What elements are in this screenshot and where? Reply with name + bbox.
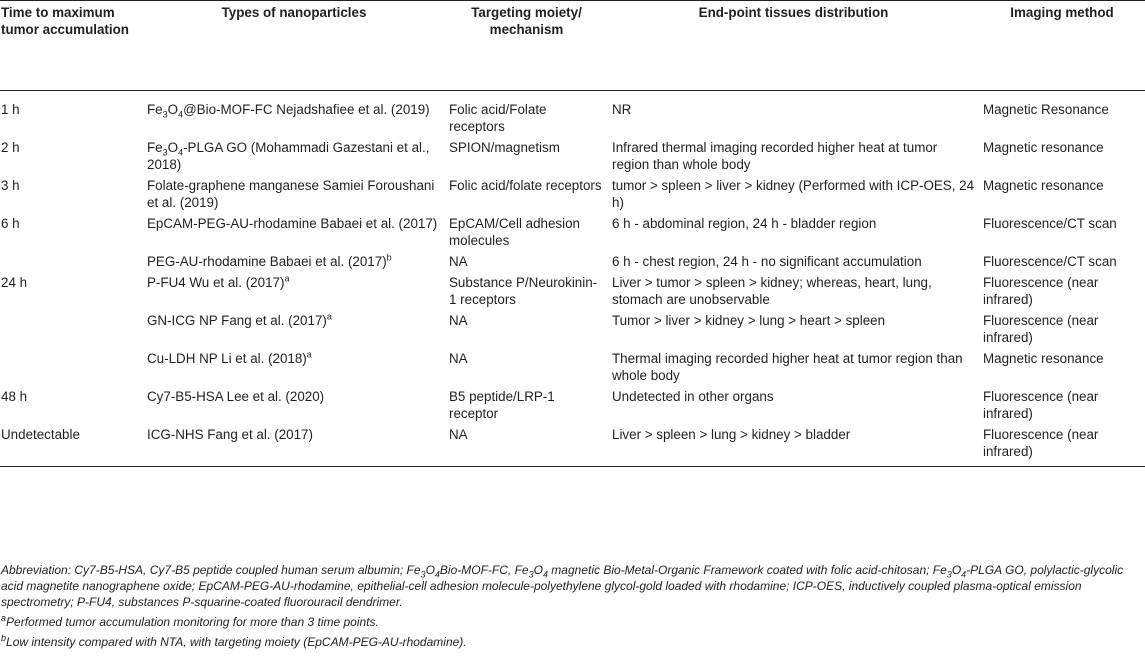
cell-targeting: Folic acid/folate receptors bbox=[449, 178, 602, 193]
cell-nanoparticle: $Fe_3O_4@Bio-MOF-FC$ Nejadshafiee et al. (2019) bbox=[147, 102, 430, 120]
footnote-a: $^a$Performed tumor accumulation monitoring for more than 3 time points. bbox=[1, 613, 379, 629]
cell-targeting: B5 peptide/LRP-1 receptor bbox=[449, 389, 555, 421]
table-row bbox=[0, 91, 1145, 138]
table-row bbox=[0, 386, 1145, 424]
abbreviation-note: Abbreviation: Cy7-B5-HSA, Cy7-B5 peptide coupled human serum albumin; $Fe_3O_4Bio-MOF-FC$, $Fe_3O_4$ magnetic Bio-Metal-Organic Framework coated with folic acid-chitosan; $Fe_3O_4$-PLGA GO, polylactic-glycolic acid magnetite nanographene oxide; EpCAM-PEG-AU-rhodamine, epithelial-cell adhesion molecule-polyethylene glycol-gold loaded with rhodamine; ICP-OES, inductively coupled plasma-optical emission spectrometry; P-FU4, substances P-squarine-coated fluorouracil dendrimer. bbox=[1, 563, 1124, 609]
cell-distribution: 6 h - abdominal region, 24 h - bladder region bbox=[612, 216, 877, 231]
table-row bbox=[0, 175, 1145, 213]
table-header bbox=[0, 1, 1145, 91]
table-row bbox=[0, 424, 1145, 467]
table-footnotes bbox=[1, 562, 1141, 654]
header-imaging: Imaging method bbox=[979, 1, 1145, 91]
cell-distribution: Liver > spleen > lung > kidney > bladder bbox=[608, 424, 979, 467]
cell-time bbox=[0, 348, 143, 386]
cell-nanoparticle: EpCAM-PEG-AU-rhodamine Babaei et al. (2017) bbox=[147, 216, 438, 231]
header-targeting: Targeting moiety/ mechanism bbox=[445, 1, 608, 91]
cell-imaging: Magnetic resonance bbox=[983, 140, 1104, 155]
cell-targeting: Folic acid/Folate receptors bbox=[449, 102, 547, 134]
cell-targeting: NA bbox=[449, 254, 468, 269]
cell-distribution: NR bbox=[612, 102, 632, 117]
cell-time bbox=[0, 310, 143, 348]
table-row bbox=[0, 310, 1145, 348]
cell-nanoparticle: GN-ICG NP Fang et al. $(2017)^a$ bbox=[147, 311, 332, 328]
cell-imaging: Fluorescence/CT scan bbox=[983, 216, 1117, 231]
cell-imaging: Fluorescence (near infrared) bbox=[983, 389, 1099, 421]
cell-nanoparticle: ICG-NHS Fang et al. (2017) bbox=[143, 424, 445, 467]
cell-imaging: Fluorescence/CT scan bbox=[983, 254, 1117, 269]
cell-nanoparticle: P-FU4 Wu et al. $(2017)^a$ bbox=[147, 273, 290, 290]
table-row bbox=[0, 213, 1145, 251]
cell-targeting: Substance P/Neurokinin-1 receptors bbox=[449, 275, 598, 307]
cell-nanoparticle: Cu-LDH NP Li et al. $(2018)^a$ bbox=[147, 349, 312, 366]
cell-nanoparticle: Folate-graphene manganese Samiei Foroushani et al. (2019) bbox=[147, 178, 435, 210]
cell-targeting: NA bbox=[449, 351, 468, 366]
cell-distribution: tumor > spleen > liver > kidney (Performed with ICP-OES, 24 h) bbox=[612, 178, 975, 210]
cell-distribution: Infrared thermal imaging recorded higher heat at tumor region than whole body bbox=[612, 140, 938, 172]
cell-time: 3 h bbox=[1, 178, 20, 193]
table-row bbox=[0, 251, 1145, 272]
cell-targeting: EpCAM/Cell adhesion molecules bbox=[449, 216, 580, 248]
cell-time: 2 h bbox=[1, 140, 20, 155]
cell-time: 48 h bbox=[1, 389, 28, 404]
cell-targeting: SPION/magnetism bbox=[449, 140, 560, 155]
cell-time: 1 h bbox=[1, 102, 20, 117]
cell-imaging: Magnetic Resonance bbox=[983, 102, 1109, 117]
cell-nanoparticle: PEG-AU-rhodamine Babaei et al. $(2017)^b$ bbox=[147, 252, 392, 269]
cell-imaging: Fluorescence (near infrared) bbox=[979, 424, 1145, 467]
cell-distribution: Tumor > liver > kidney > lung > heart > spleen bbox=[612, 313, 886, 328]
cell-imaging: Magnetic resonance bbox=[983, 351, 1104, 366]
cell-imaging: Fluorescence (near infrared) bbox=[983, 275, 1099, 307]
cell-distribution: 6 h - chest region, 24 h - no significant accumulation bbox=[612, 254, 922, 269]
cell-targeting: NA bbox=[445, 424, 608, 467]
cell-time bbox=[0, 251, 143, 272]
cell-time: Undetectable bbox=[0, 424, 143, 467]
cell-imaging: Magnetic resonance bbox=[983, 178, 1104, 193]
cell-nanoparticle: $Fe_3O_4$-PLGA GO (Mohammadi Gazestani et al., 2018) bbox=[147, 140, 430, 172]
table-row bbox=[0, 272, 1145, 310]
header-time: Time to maximum tumor accumulation bbox=[0, 1, 143, 91]
cell-imaging: Fluorescence (near infrared) bbox=[983, 313, 1099, 345]
header-nanoparticles: Types of nanoparticles bbox=[143, 1, 445, 91]
header-distribution: End-point tissues distribution bbox=[608, 1, 979, 91]
table-body bbox=[0, 91, 1145, 467]
cell-nanoparticle: Cy7-B5-HSA Lee et al. (2020) bbox=[147, 389, 325, 404]
cell-time: 6 h bbox=[1, 216, 20, 231]
table-row bbox=[0, 137, 1145, 175]
footnote-b: $^b$Low intensity compared with NTA, with targeting moiety (EpCAM-PEG-AU-rhodamine). bbox=[1, 633, 467, 649]
cell-targeting: NA bbox=[449, 313, 468, 328]
cell-distribution: Undetected in other organs bbox=[612, 389, 774, 404]
cell-time: 24 h bbox=[1, 275, 28, 290]
cell-distribution: Liver > tumor > spleen > kidney; whereas, heart, lung, stomach are unobservable bbox=[612, 275, 932, 307]
cell-distribution: Thermal imaging recorded higher heat at tumor region than whole body bbox=[612, 351, 963, 383]
table-row bbox=[0, 348, 1145, 386]
